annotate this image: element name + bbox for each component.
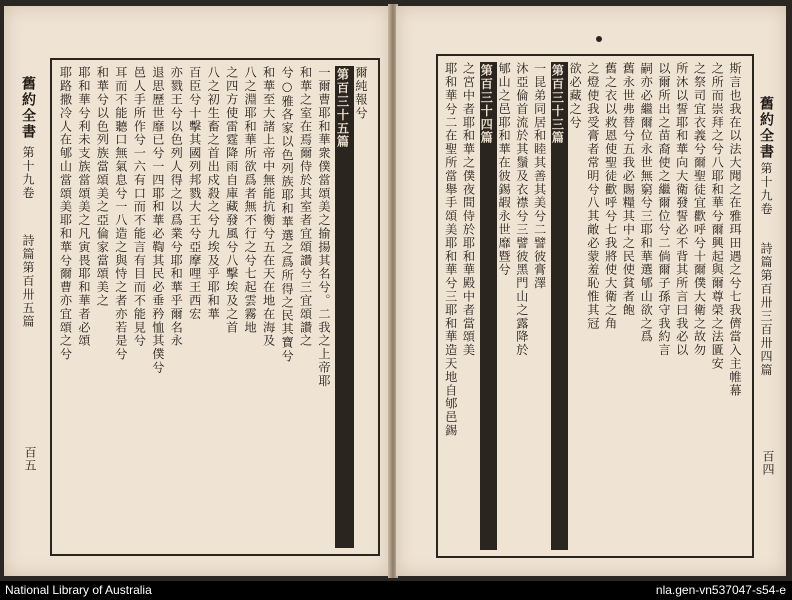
text-column: 所沐以誓耶和華向大衛發誓必不背其所言曰我必以 (674, 62, 689, 357)
text-column: 欲必藏之兮 (568, 62, 583, 129)
text-column: 八之淵耶和華所欲爲者無不行之兮七起雲霧地 (243, 66, 258, 334)
text-column: 邑人手所作兮一六有口而不能言有目而不能見兮 (132, 66, 147, 348)
text-column: 郇山之邑耶和華在彼錫嘏永世靡暨兮 (497, 62, 512, 277)
text-column: 耳而不能聽口無氣息兮一八造之與恃之者亦若是兮 (113, 66, 128, 361)
text-column: 和華兮以色列族當頌美之亞倫家當頌美之 (95, 66, 110, 308)
footer-id: nla.gen-vn537047-s54-e (655, 583, 786, 597)
text-column: 斯言也我在以法大聞之在雅珥田遇之兮七我儕當入主帷幕 (728, 62, 742, 397)
left-text-frame (50, 58, 380, 556)
psalm-heading: 第百三十四篇 (480, 62, 498, 550)
right-running-title: 舊約全書 (758, 96, 774, 160)
right-text-frame (436, 54, 754, 558)
right-page (396, 6, 786, 576)
left-section-label: 詩篇第百卅五篇 (21, 234, 35, 329)
text-column: 耶和華兮二在聖所當舉手頌美耶和華兮三耶和華造天地自郇邑錫 (443, 62, 458, 438)
right-page-number: 百四 (761, 450, 775, 476)
footer-source: National Library of Australia (5, 583, 152, 597)
text-column: 一爾曹耶和華衆僕當頌美之揄揚其名兮。二我之上帝耶 (317, 66, 332, 388)
text-column: 之祭司宜衣義兮爾聖徒宜歡呼兮十爾僕大衛之故勿 (692, 62, 707, 357)
text-column: 舊永世弗替兮五我必賜糧其中之民使貧者飽 (621, 62, 636, 317)
text-column: 耶和華兮利未支族當頌美之凡寅畏耶和華者必頌 (76, 66, 91, 348)
right-volume-label: 第十九卷 (759, 162, 773, 216)
text-column: 以爾所出之苗裔使之繼爾位兮二倘爾子孫守我約言 (657, 62, 671, 357)
text-column: 一昆弟同居和睦其善其美兮二譬彼膏澤 (532, 62, 547, 290)
text-column: 退思歷世靡已兮一四耶和華必鞫其民必垂矜恤其僕兮 (150, 66, 165, 375)
left-page (4, 6, 390, 576)
text-column: 亦戮王兮以色列人得之以爲業兮耶和華乎爾名永 (169, 66, 184, 348)
text-column: 爾純報兮 (353, 66, 368, 120)
left-volume-label: 第十九卷 (21, 146, 35, 200)
left-running-title: 舊約全書 (20, 76, 36, 140)
psalm-heading: 第百三十三篇 (551, 62, 569, 550)
left-text-columns (58, 66, 372, 548)
psalm-heading: 第百三十五篇 (335, 66, 353, 548)
text-column: 沐亞倫首流於其鬚及衣襟兮三譬彼黑門山之露降於 (515, 62, 529, 357)
text-column: 之四方使雷霆降雨自庫藏發風兮八擊埃及之首 (224, 66, 239, 334)
text-column: 舊之衣以救恩使聖徒歡呼兮七我將使大衛之角 (603, 62, 618, 330)
text-column: 和華之室在焉爾侍於其室者宜頌讚兮三宜頌讚之 (298, 66, 313, 348)
text-column: 嗣亦必繼爾位永世無窮兮三耶和華選郇山欲之爲 (639, 62, 654, 344)
text-column: 之所而崇拜之兮八耶和華兮爾興起與爾尊榮之法匱安 (710, 62, 725, 371)
left-page-number: 百五 (23, 446, 37, 472)
right-section-label: 詩篇第百卅三百卅四篇 (759, 242, 773, 377)
image-footer (0, 581, 792, 600)
text-column: 兮○雅各家以色列族耶和華選之爲所得之民其寶兮 (280, 66, 295, 363)
text-column: 之燈使我受膏者常明兮八其敵必蒙羞恥惟其冠 (586, 62, 600, 330)
text-column: 之宮中者耶和華之僕夜間侍於耶和華殿中者當頌美 (461, 62, 476, 357)
text-column: 百臣兮十擊其國列邦戮大王兮亞摩哩王西宏 (187, 66, 202, 321)
right-text-columns (444, 62, 746, 550)
text-column: 和華至大諸上帝中無能抗衡兮五在天在地在海及 (261, 66, 276, 348)
text-column: 八之初生畜之首出戍殺之兮九埃及乎耶和華 (206, 66, 221, 321)
text-column: 耶路撒冷人在郇山當頌美耶和華兮爾曹亦宜頌之兮 (58, 66, 73, 361)
ink-dot (596, 36, 602, 42)
